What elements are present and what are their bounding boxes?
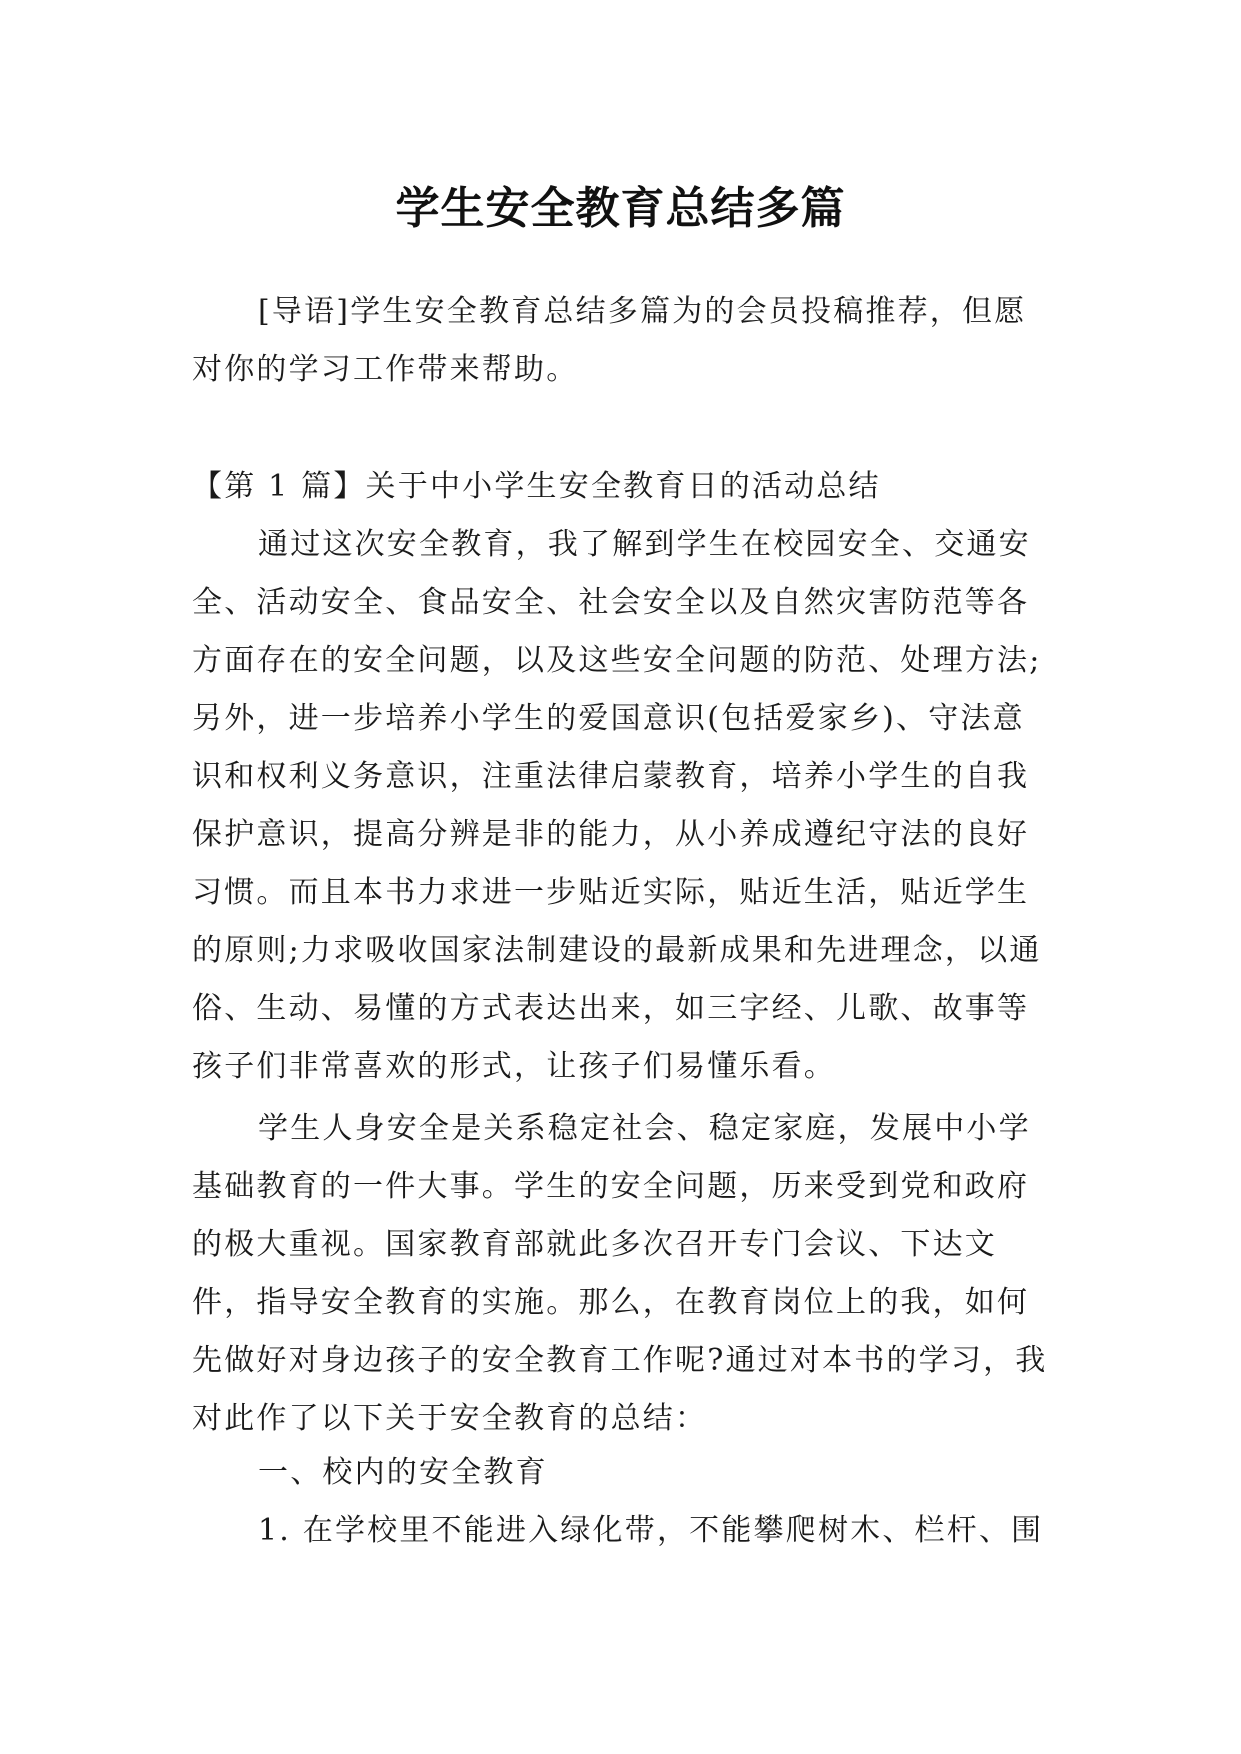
body-paragraph-2: 学生人身安全是关系稳定社会、稳定家庭，发展中小学基础教育的一件大事。学生的安全问题，历来受到党和政府的极大重视。国家教育部就此多次召开专门会议、下达文件，指导安全教育的实施。那么，在教育岗位上的我，如何先做好对身边孩子的安全教育工作呢?通过对本书的学习，我对此作了以下关于安全教育的总结： <box>192 1111 1048 1436</box>
list-item: 1. 在学校里不能进入绿化带，不能攀爬树木、栏杆、围 <box>258 1513 1044 1548</box>
body-paragraph-1: 通过这次安全教育，我了解到学生在校园安全、交通安全、活动安全、食品安全、社会安全以及自然灾害防范等各方面存在的安全问题，以及这些安全问题的防范、处理方法;另外，进一步培养小学生的爱国意识(包括爱家乡)、守法意识和权利义务意识，注重法律启蒙教育，培养小学生的自我保护意识，提高分辨是非的能力，从小养成遵纪守法的良好习惯。而且本书力求进一步贴近实际，贴近生活，贴近学生的原则;力求吸收国家法制建设的最新成果和先进理念，以通俗、生动、易懂的方式表达出来，如三字经、儿歌、故事等孩子们非常喜欢的形式，让孩子们易懂乐看。 <box>192 527 1042 1084</box>
sub-heading: 一、校内的安全教育 <box>258 1455 548 1490</box>
intro-paragraph: [导语]学生安全教育总结多篇为的会员投稿推荐，但愿对你的学习工作带来帮助。 <box>192 294 1027 387</box>
document-title: 学生安全教育总结多篇 <box>395 183 846 235</box>
section-heading: 【第 1 篇】关于中小学生安全教育日的活动总结 <box>192 469 881 504</box>
